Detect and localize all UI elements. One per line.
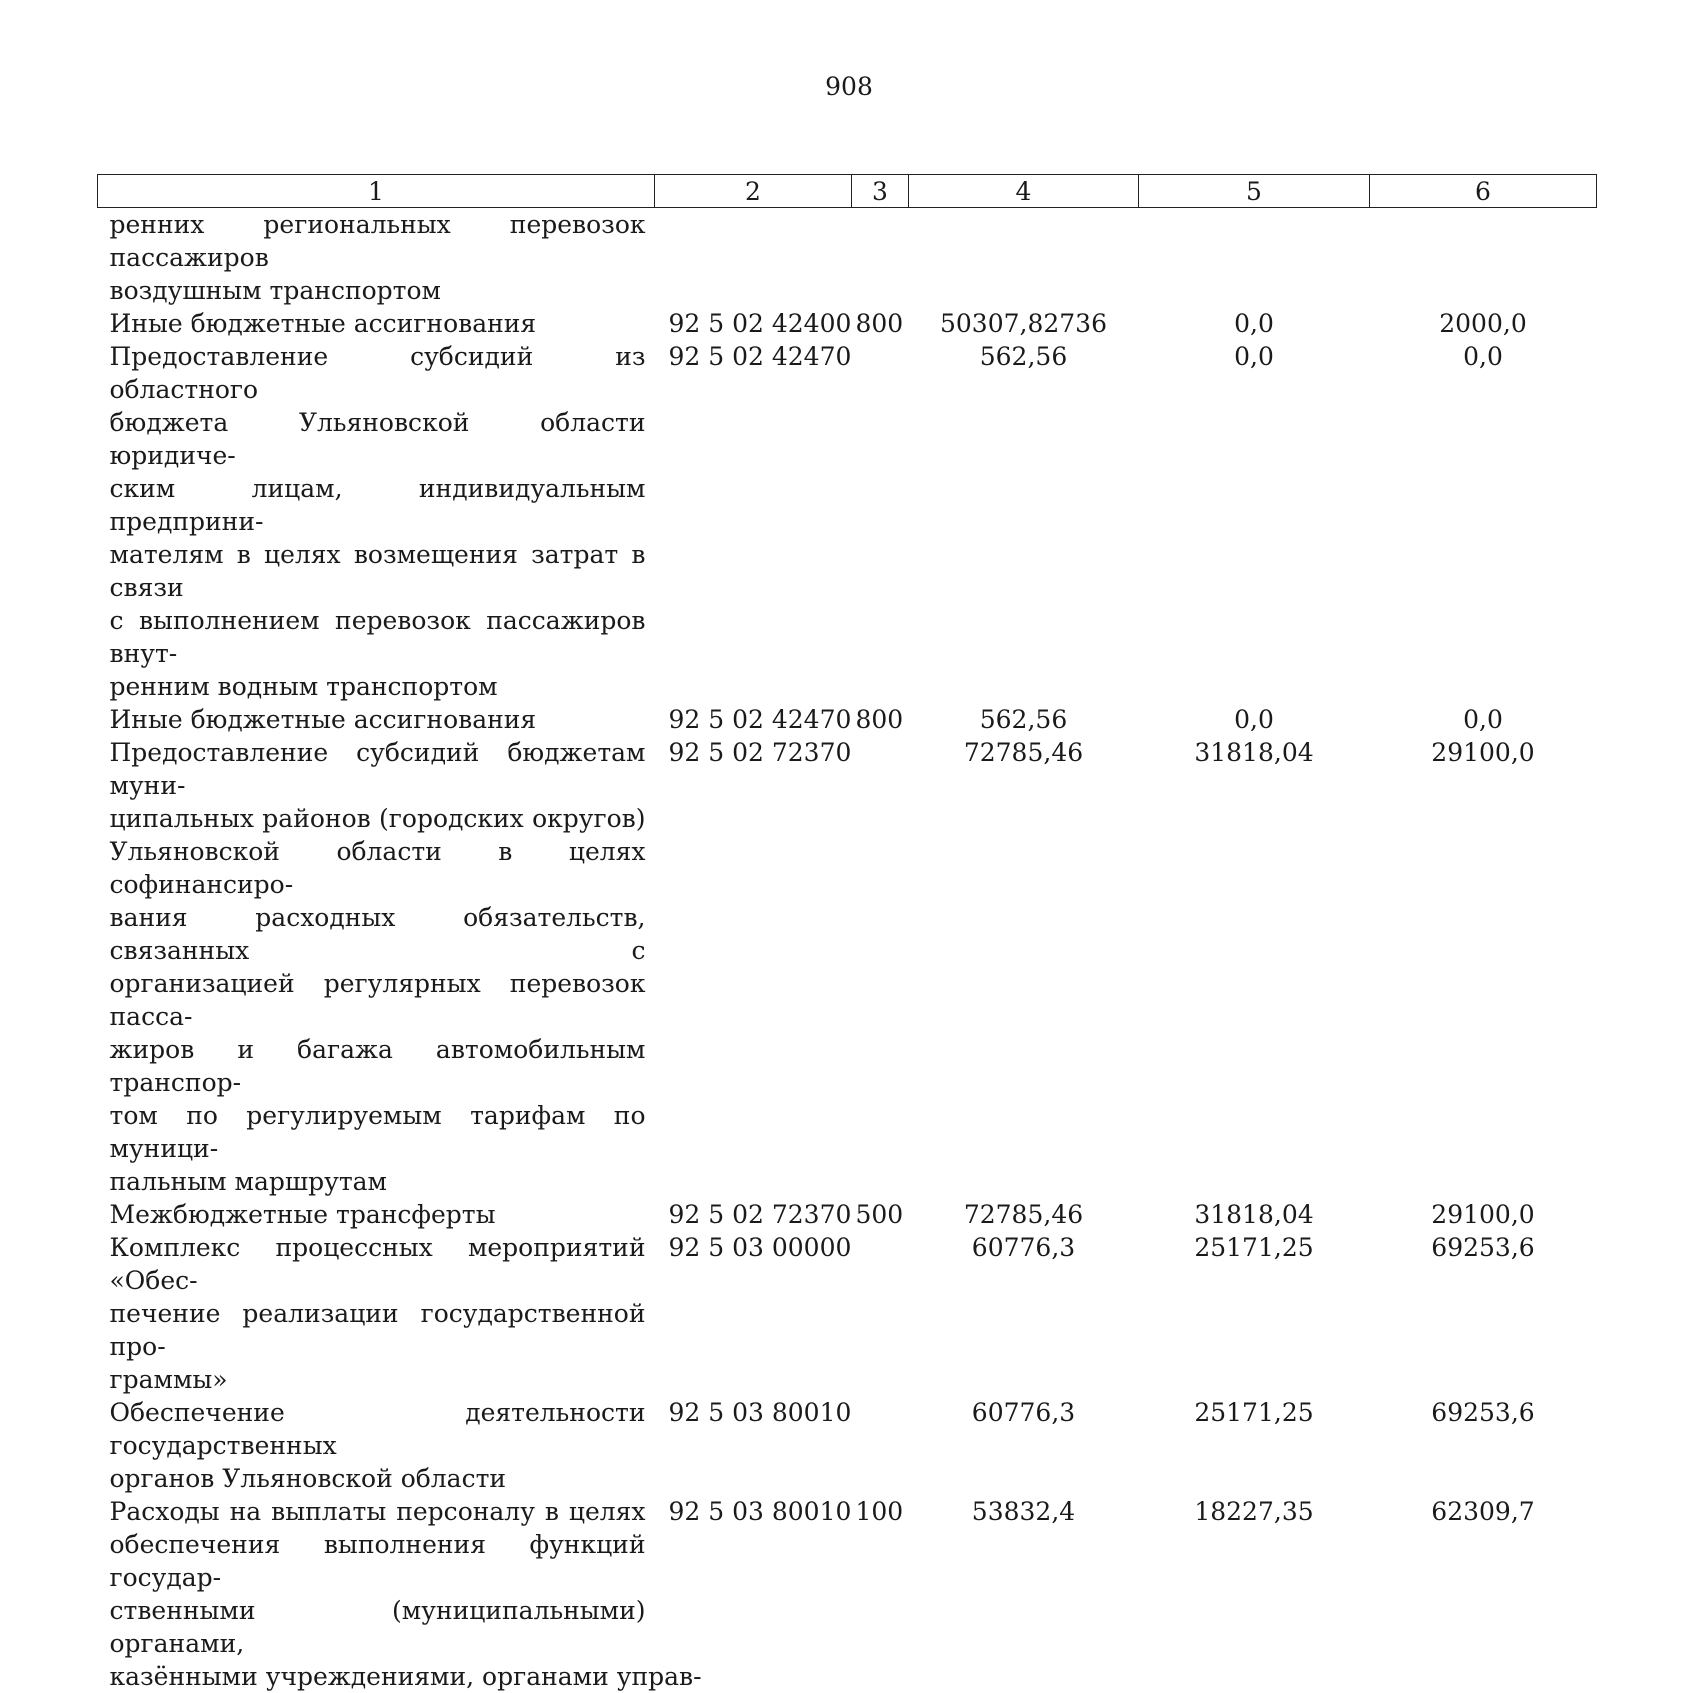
row-name-line: ственными (муниципальными) органами, — [110, 1594, 646, 1660]
row-name-line: ципальных районов (городских округов) — [110, 802, 646, 835]
row-name-line: с выполнением перевозок пассажиров внут- — [110, 604, 646, 670]
table-row — [98, 1396, 1597, 1495]
table-row — [98, 736, 1597, 1198]
row-expense-type — [852, 208, 909, 308]
row-name-line: казёнными учреждениями, органами управ- — [110, 1660, 646, 1693]
row-name — [98, 1396, 655, 1495]
row-name-line: Предоставление субсидий из областного — [110, 340, 646, 406]
row-code: 92 5 02 42400 — [655, 307, 852, 340]
row-name-line: Иные бюджетные ассигнования — [110, 307, 646, 340]
row-name-line: Иные бюджетные ассигнования — [110, 703, 646, 736]
table-body — [98, 208, 1597, 1693]
row-value-col6: 0,0 — [1370, 340, 1597, 703]
row-value-col5: 25171,25 — [1139, 1231, 1370, 1396]
column-header-2: 2 — [655, 175, 852, 208]
row-name — [98, 208, 655, 308]
row-name — [98, 1495, 655, 1693]
row-name-line: ским лицам, индивидуальным предприни- — [110, 472, 646, 538]
row-value-col6: 62309,7 — [1370, 1495, 1597, 1693]
row-value-col4: 562,56 — [909, 340, 1139, 703]
table-row — [98, 208, 1597, 308]
row-code: 92 5 03 80010 — [655, 1396, 852, 1495]
row-name-line: организацией регулярных перевозок пасса- — [110, 967, 646, 1033]
row-name-line: граммы» — [110, 1363, 646, 1396]
column-header-1: 1 — [98, 175, 655, 208]
row-value-col4: 72785,46 — [909, 1198, 1139, 1231]
row-name-line: обеспечения выполнения функций государ- — [110, 1528, 646, 1594]
row-value-col6: 69253,6 — [1370, 1231, 1597, 1396]
row-name — [98, 703, 655, 736]
row-expense-type: 800 — [852, 703, 909, 736]
row-value-col5: 31818,04 — [1139, 1198, 1370, 1231]
header-row — [98, 175, 1597, 208]
column-header-3: 3 — [852, 175, 909, 208]
budget-table — [97, 174, 1597, 1693]
row-value-col4: 60776,3 — [909, 1231, 1139, 1396]
row-code: 92 5 03 00000 — [655, 1231, 852, 1396]
row-name-line: Межбюджетные трансферты — [110, 1198, 646, 1231]
row-name-line: мателям в целях возмещения затрат в связи — [110, 538, 646, 604]
row-name-line: Ульяновской области в целях софинансиро- — [110, 835, 646, 901]
table-header — [98, 175, 1597, 208]
row-name-line: печение реализации государственной про- — [110, 1297, 646, 1363]
page-number: 908 — [0, 72, 1698, 102]
row-value-col5: 0,0 — [1139, 340, 1370, 703]
row-name-line: Обеспечение деятельности государственных — [110, 1396, 646, 1462]
row-value-col6: 29100,0 — [1370, 736, 1597, 1198]
row-code — [655, 208, 852, 308]
row-value-col4: 60776,3 — [909, 1396, 1139, 1495]
row-expense-type: 500 — [852, 1198, 909, 1231]
row-value-col5: 0,0 — [1139, 307, 1370, 340]
row-name-line: ренних региональных перевозок пассажиров — [110, 208, 646, 274]
row-name — [98, 736, 655, 1198]
table-row — [98, 340, 1597, 703]
row-name-line: Расходы на выплаты персоналу в целях — [110, 1495, 646, 1528]
row-name-line: воздушным транспортом — [110, 274, 646, 307]
row-value-col5: 25171,25 — [1139, 1396, 1370, 1495]
row-value-col6: 69253,6 — [1370, 1396, 1597, 1495]
table-row — [98, 1231, 1597, 1396]
column-header-4: 4 — [909, 175, 1139, 208]
column-header-6: 6 — [1370, 175, 1597, 208]
row-code: 92 5 02 42470 — [655, 703, 852, 736]
row-name-line: пальным маршрутам — [110, 1165, 646, 1198]
row-name-line: ренним водным транспортом — [110, 670, 646, 703]
row-name — [98, 1198, 655, 1231]
row-code: 92 5 02 72370 — [655, 1198, 852, 1231]
row-expense-type: 800 — [852, 307, 909, 340]
row-name-line: органов Ульяновской области — [110, 1462, 646, 1495]
row-name-line: Комплекс процессных мероприятий «Обес- — [110, 1231, 646, 1297]
row-value-col4 — [909, 208, 1139, 308]
row-name — [98, 1231, 655, 1396]
row-value-col5 — [1139, 208, 1370, 308]
row-value-col6: 0,0 — [1370, 703, 1597, 736]
row-value-col6 — [1370, 208, 1597, 308]
row-expense-type — [852, 736, 909, 1198]
row-name — [98, 307, 655, 340]
row-value-col6: 2000,0 — [1370, 307, 1597, 340]
column-header-5: 5 — [1139, 175, 1370, 208]
row-code: 92 5 02 42470 — [655, 340, 852, 703]
row-value-col4: 53832,4 — [909, 1495, 1139, 1693]
row-value-col4: 72785,46 — [909, 736, 1139, 1198]
row-name-line: Предоставление субсидий бюджетам муни- — [110, 736, 646, 802]
row-name-line: вания расходных обязательств, связанных с — [110, 901, 646, 967]
row-value-col6: 29100,0 — [1370, 1198, 1597, 1231]
row-value-col5: 18227,35 — [1139, 1495, 1370, 1693]
row-name — [98, 340, 655, 703]
table-row — [98, 1198, 1597, 1231]
row-value-col4: 50307,82736 — [909, 307, 1139, 340]
row-value-col5: 31818,04 — [1139, 736, 1370, 1198]
row-name-line: бюджета Ульяновской области юридиче- — [110, 406, 646, 472]
row-name-line: том по регулируемым тарифам по муници- — [110, 1099, 646, 1165]
row-code: 92 5 03 80010 — [655, 1495, 852, 1693]
table-row — [98, 1495, 1597, 1693]
table-row — [98, 703, 1597, 736]
row-value-col5: 0,0 — [1139, 703, 1370, 736]
row-expense-type — [852, 1396, 909, 1495]
row-expense-type: 100 — [852, 1495, 909, 1693]
row-name-line: жиров и багажа автомобильным транспор- — [110, 1033, 646, 1099]
table-row — [98, 307, 1597, 340]
row-value-col4: 562,56 — [909, 703, 1139, 736]
row-expense-type — [852, 340, 909, 703]
row-code: 92 5 02 72370 — [655, 736, 852, 1198]
row-expense-type — [852, 1231, 909, 1396]
